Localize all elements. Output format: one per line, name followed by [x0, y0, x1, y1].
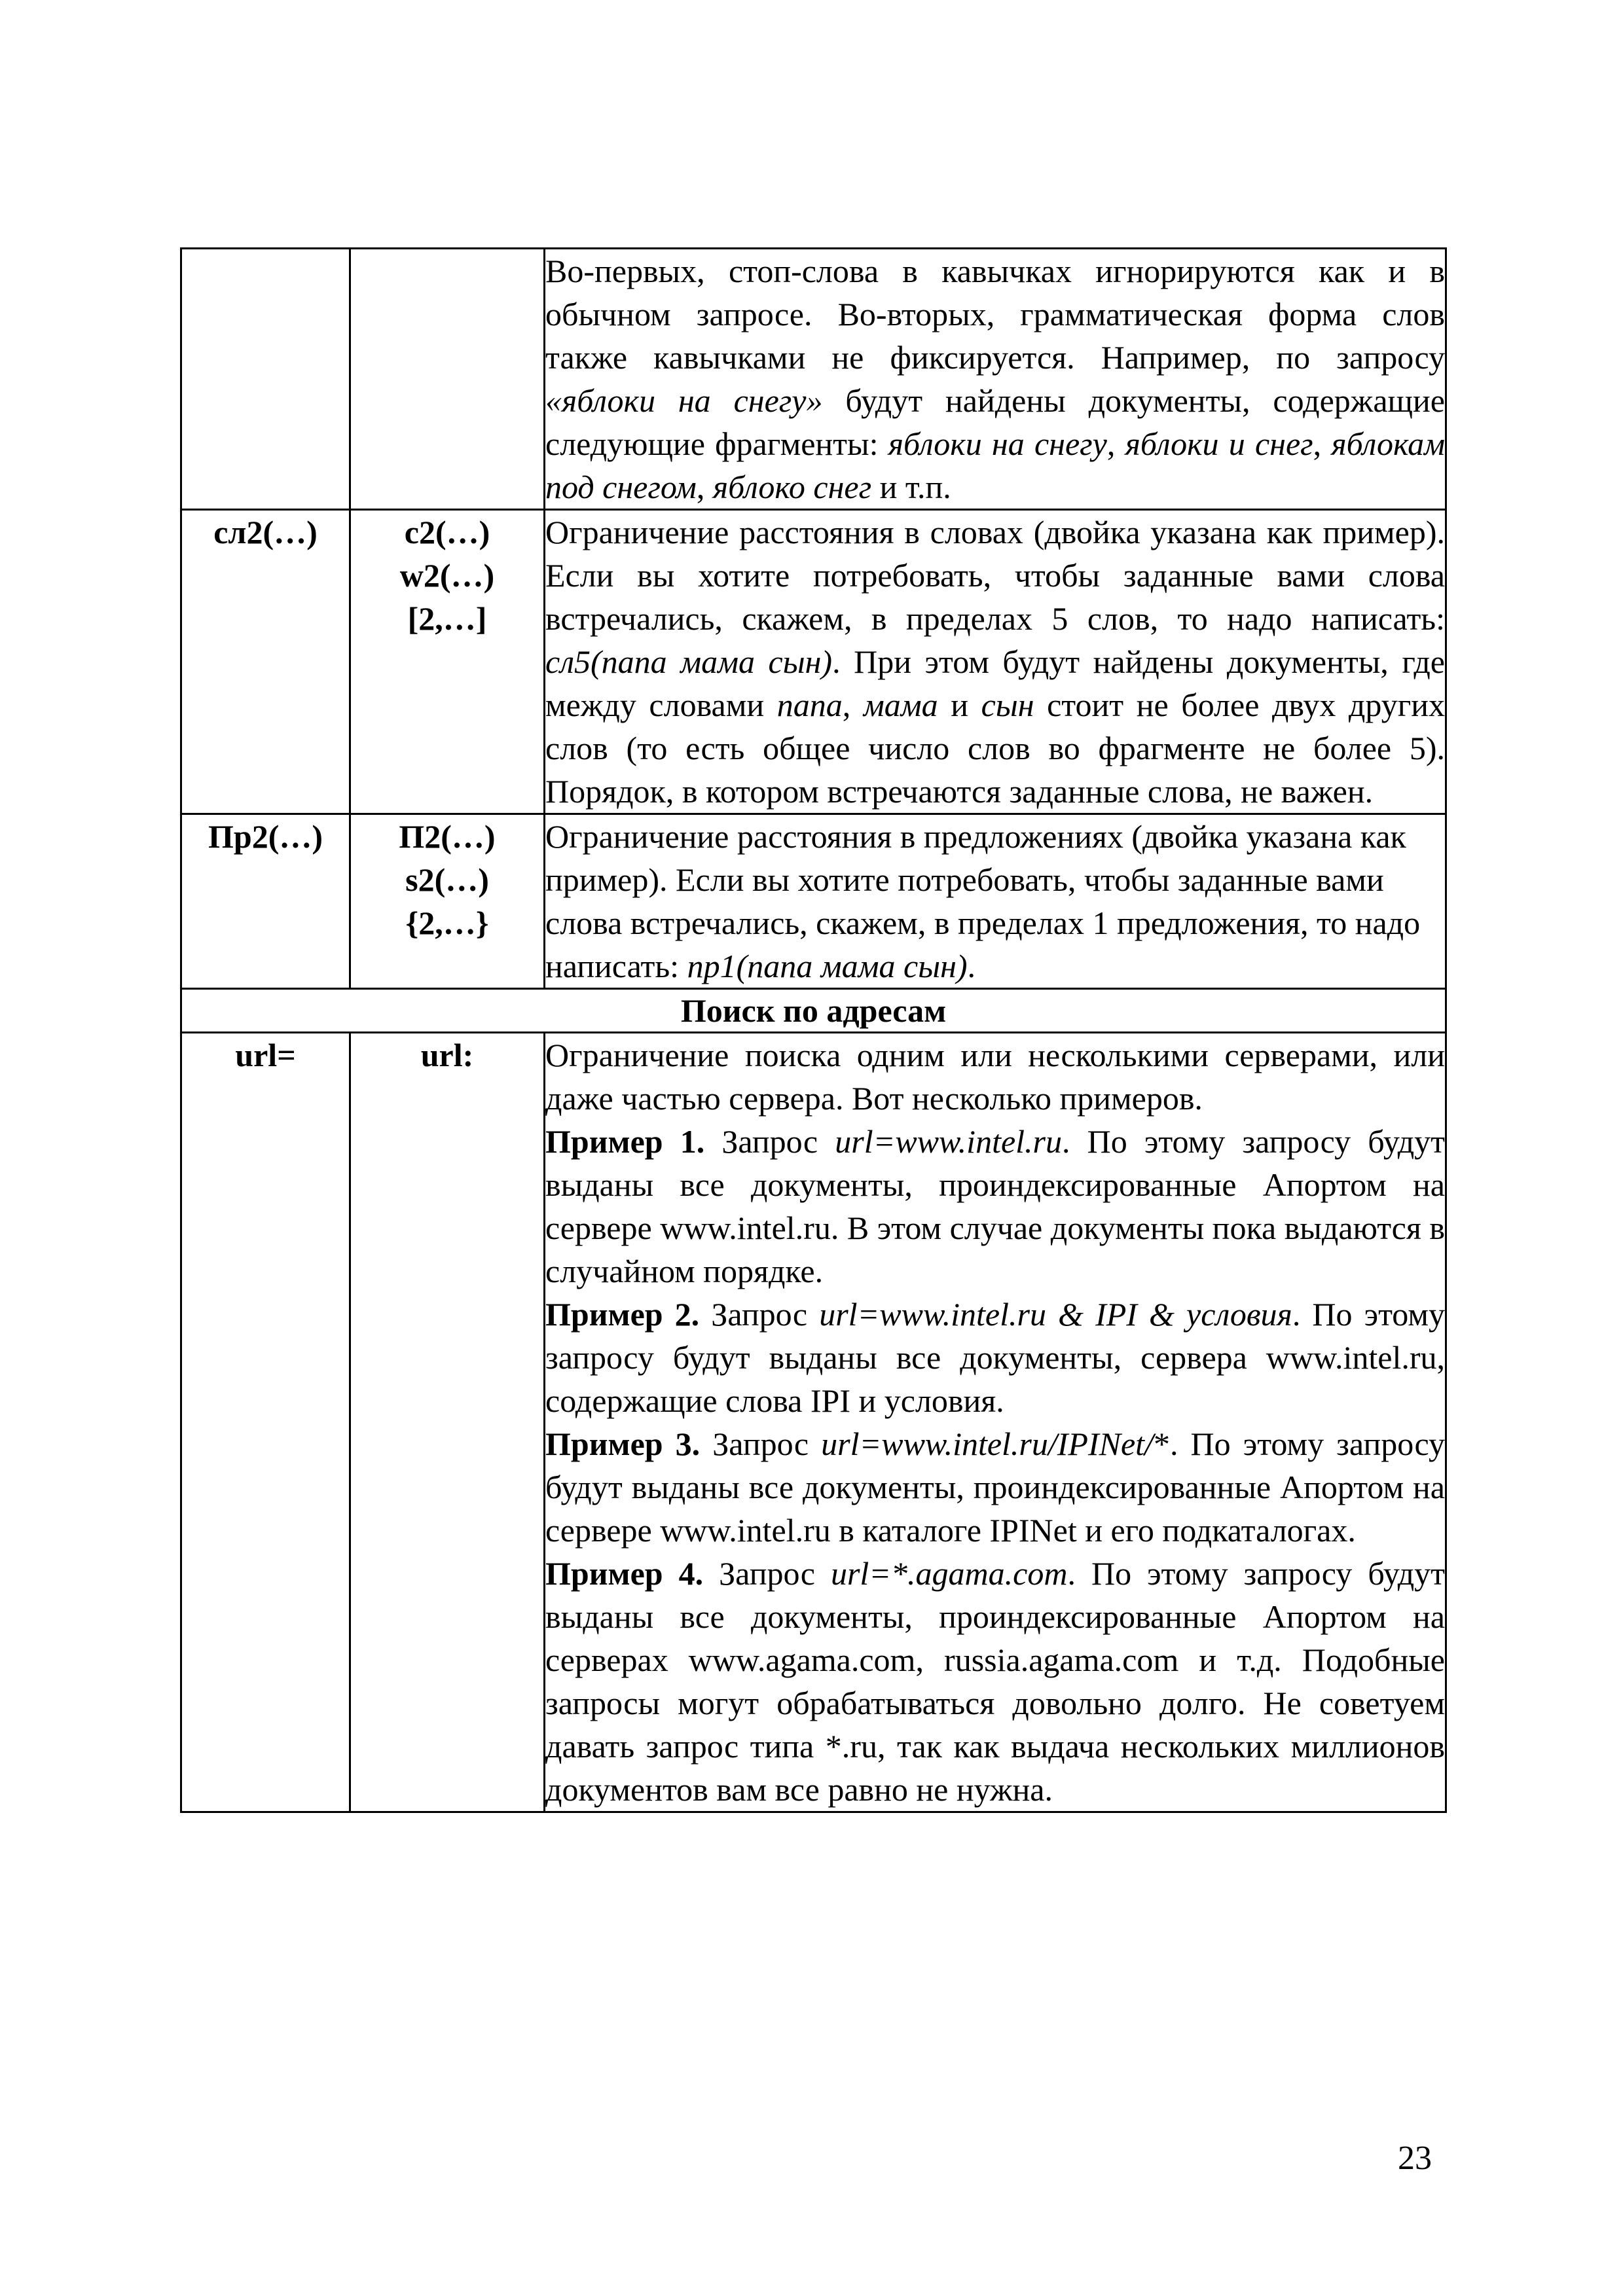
example-label: Пример 3.: [545, 1426, 701, 1462]
operator-alt-cell: [350, 1033, 545, 1812]
description-cell: [545, 249, 1446, 510]
operator-alt-cell: [350, 249, 545, 510]
description-text: . По этому запросу будут выданы все документы, проиндексированные Апортом на серверах www.agama.com, russia.agama.com и т.д. Подобные запросы могут обрабатываться довольно долго. Не советуем давать запрос типа *.ru, так как выдача нескольких миллионов документов вам все равно не нужна.: [545, 1555, 1445, 1808]
operator-syntax: w2(…): [399, 557, 495, 594]
description-text: .: [967, 948, 976, 984]
query-example: яблоко снег: [712, 469, 872, 505]
description-text: Ограничение поиска одним или несколькими серверами, или даже частью сервера. Вот несколько примеров.: [545, 1037, 1445, 1117]
description-text: ,: [1313, 425, 1332, 462]
description-text: и т.п.: [871, 469, 951, 505]
query-example: «яблоки на снегу»: [545, 382, 823, 419]
description-text: . При этом будут найдены документы, где между словами: [545, 643, 1445, 723]
table-body: [181, 249, 1446, 1812]
description-text: стоит не более двух других слов (то есть общее число слов во фрагменте не более 5). Порядок, в котором встречаются заданные слова, не важен.: [545, 687, 1445, 810]
query-example: яблокам под снегом: [545, 425, 1446, 505]
operator-syntax: url=: [235, 1037, 296, 1073]
section-header-row: [181, 989, 1446, 1033]
query-example: url=www.intel.ru & IPI & условия: [819, 1296, 1292, 1333]
description-text: будут найдены документы, содержащие следующие фрагменты:: [545, 382, 1446, 462]
query-example: сл5(папа мама сын): [545, 643, 833, 680]
description-text: Запрос: [703, 1555, 831, 1592]
description-text: Во-первых, стоп-слова в кавычках игнорируются как и в обычном запросе. Во-вторых, грамматическая форма слов также кавычками не фиксируется. Например, по запросу: [545, 253, 1445, 376]
description-paragraph: [545, 1033, 1445, 1120]
description-text: Запрос: [699, 1296, 820, 1333]
operator-apport-cell: [181, 1033, 350, 1812]
operator-apport-cell: [181, 814, 350, 989]
description-text: ,: [696, 469, 713, 505]
operator-syntax: с2(…): [404, 514, 490, 550]
query-example: яблоки на снегу: [888, 425, 1107, 462]
description-paragraph: [545, 815, 1445, 988]
table-row: [181, 249, 1446, 510]
operator-syntax: сл2(…): [213, 514, 318, 550]
description-text: . По этому запросу будут выданы все документы, проиндексированные Апортом на сервере www.intel.ru. В этом случае документы пока выдаются в случайном порядке.: [545, 1123, 1445, 1289]
query-example: url=*.agama.com: [830, 1555, 1068, 1592]
operator-apport-cell: [181, 510, 350, 814]
description-text: . По этому запросу будут выданы все документы, сервера www.intel.ru, содержащие слова IPI и условия.: [545, 1296, 1445, 1419]
query-example: сын: [981, 687, 1034, 723]
description-cell: [545, 1033, 1446, 1812]
description-paragraph: [545, 511, 1445, 813]
description-text: Запрос: [704, 1123, 835, 1160]
operator-syntax: s2(…): [405, 861, 489, 898]
table-row: [181, 814, 1446, 989]
description-paragraph: [545, 1552, 1445, 1811]
table-row: [181, 1033, 1446, 1812]
operator-alt-cell: [350, 814, 545, 989]
example-label: Пример 1.: [545, 1123, 705, 1160]
example-label: Пример 2.: [545, 1296, 700, 1333]
description-text: Ограничение расстояния в словах (двойка указана как пример). Если вы хотите потребовать, чтобы заданные вами слова встречались, скажем, в пределах 5 слов, то надо написать:: [545, 514, 1445, 637]
operator-syntax: {2,…}: [405, 905, 489, 941]
description-cell: [545, 814, 1446, 989]
query-example: url=www.intel.ru/IPINet/: [821, 1426, 1154, 1462]
example-label: Пример 4.: [545, 1555, 704, 1592]
query-example: яблоки и снег: [1125, 425, 1313, 462]
description-paragraph: [545, 1120, 1445, 1293]
description-text: ,: [842, 687, 864, 723]
query-example: url=www.intel.ru: [835, 1123, 1063, 1160]
description-text: ,: [1106, 425, 1125, 462]
section-header: Поиск по адресам: [181, 989, 1446, 1033]
description-cell: [545, 510, 1446, 814]
description-paragraph: [545, 249, 1445, 509]
page-number: 23: [1398, 2140, 1432, 2177]
description-paragraph: [545, 1293, 1445, 1422]
operator-syntax: П2(…): [399, 818, 496, 855]
query-example: папа: [776, 687, 843, 723]
description-text: Запрос: [700, 1426, 822, 1462]
document-table: [180, 247, 1447, 1813]
description-text: *. По этому запросу будут выданы все документы, проиндексированные Апортом на сервере www.intel.ru в каталоге IPINet и его подкаталогах.: [545, 1426, 1445, 1549]
operator-syntax: url:: [420, 1037, 474, 1073]
description-paragraph: [545, 1422, 1445, 1552]
operator-apport-cell: [181, 249, 350, 510]
query-example: мама: [863, 687, 938, 723]
description-text: Ограничение расстояния в предложениях (двойка указана как пример). Если вы хотите потребовать, чтобы заданные вами слова встречались, скажем, в пределах 1 предложения, то надо написать:: [545, 818, 1421, 984]
operator-syntax: [2,…]: [407, 600, 487, 637]
query-example: пр1(папа мама сын): [687, 948, 968, 984]
table-row: [181, 510, 1446, 814]
operator-syntax: Пр2(…): [208, 818, 323, 855]
description-text: и: [938, 687, 981, 723]
operator-alt-cell: [350, 510, 545, 814]
